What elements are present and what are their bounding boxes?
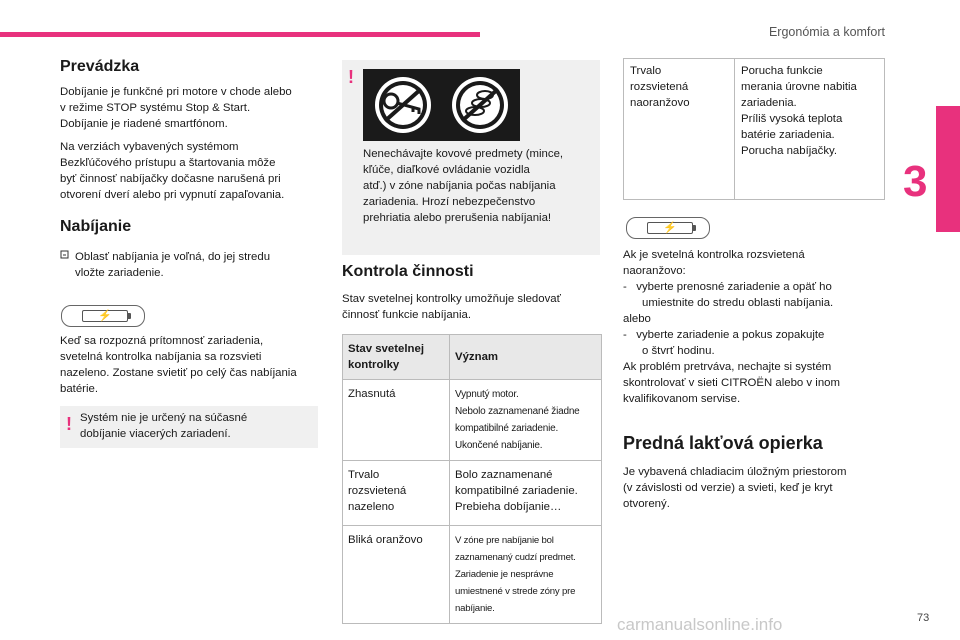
table-row [343, 380, 602, 461]
status-table-continued [623, 58, 885, 200]
paragraph-operation: Dobíjanie je funkčné pri motore v chode alebo v režime STOP systému Stop & Start. Dobíjanie je riadené smartfónom. [60, 86, 292, 130]
heading-prevadzka: Prevádzka [60, 58, 140, 75]
table-cell: Vypnutý motor. Nebolo zaznamenané žiadne kompatibilné zariadenie. Ukončené nabíjanie. [450, 380, 602, 461]
paragraph-keyless: Na verziách vybavených systémom Bezkľúčového prístupu a štartovania môže byť činnosť nabíjačky dočasne narušená pri otvorení dverí alebo pri vypnutí zapaľovania. [60, 141, 285, 201]
table-cell: Bliká oranžovo [343, 526, 450, 624]
bullet-marker [60, 250, 70, 263]
table-cell: V zóne pre nabíjanie bol zaznamenaný cudzí predmet. Zariadenie je nesprávne umiestnené v strede zóny pre nabíjanie. [450, 526, 602, 624]
warning-box-metal-objects [342, 60, 600, 255]
table-header-row [343, 335, 602, 380]
table-row [343, 526, 602, 624]
table-cell: Zhasnutá [343, 380, 450, 461]
warning-text: Nenechávajte kovové predmety (mince, kľúče, diaľkové ovládanie vozidla atď.) v zóne nabíjania počas nabíjania zariadenia. Hrozí nebezpečenstvo prehriatia alebo prerušenia nabíjania! [363, 148, 564, 224]
table-header-cell: Význam [450, 335, 602, 380]
warning-icon: ! [348, 67, 354, 87]
table-cell: Trvalo rozsvietená nazeleno [343, 461, 450, 526]
paragraph-armrest: Je vybavená chladiacim úložným priestorom (v závislosti od verzie) a svieti, keď je kryt otvorený. [623, 466, 847, 510]
forbidden-objects-image [363, 69, 520, 141]
table-cell: Porucha funkcie merania úrovne nabitia zariadenia. Príliš vysoká teplota batérie zariadenia. Porucha nabíjačky. [735, 59, 885, 200]
table-cell: Bolo zaznamenané kompatibilné zariadenie. Prebieha dobíjanie… [450, 461, 602, 526]
note-box-multiple-devices [60, 406, 318, 448]
chapter-tab [936, 106, 960, 232]
watermark: carmanualsonline.info [617, 615, 783, 634]
warning-icon: ! [66, 414, 72, 434]
heading-kontrola: Kontrola činnosti [342, 263, 474, 280]
table-row [343, 461, 602, 526]
charging-lamp-icon-orange: ⚡ [626, 217, 710, 239]
header-accent-bar [0, 32, 480, 37]
table-header-cell: Stav svetelnej kontrolky [343, 335, 450, 380]
paragraph-status: Stav svetelnej kontrolky umožňuje sledovať činnosť funkcie nabíjania. [342, 293, 561, 321]
table-row [624, 59, 885, 200]
paragraph-orange-instructions: Ak je svetelná kontrolka rozsvietená naoranžovo: - vyberte prenosné zariadenie a opäť ho umiestnite do stredu oblasti nabíjania. alebo - vyberte zariadenie a pokus zopakujte o štvrť hodinu. Ak problém pretrváva, nechajte si systém skontrolovať v sieti CITROËN alebo v inom kvalifikovanom servise. [623, 249, 840, 405]
bullet-instruction: Oblasť nabíjania je voľná, do jej stredu vložte zariadenie. [75, 251, 271, 279]
heading-opierka: Predná lakťová opierka [623, 433, 823, 453]
charging-lamp-icon-green: ⚡ [61, 305, 145, 327]
chapter-number: 3 [903, 157, 928, 206]
heading-nabijanie: Nabíjanie [60, 218, 132, 235]
table-cell: Trvalo rozsvietená naoranžovo [624, 59, 735, 200]
paragraph-detected: Keď sa rozpozná prítomnosť zariadenia, svetelná kontrolka nabíjania sa rozsvieti nazeleno. Zostane svietiť po celý čas nabíjania batérie. [60, 335, 297, 395]
note-text: Systém nie je určený na súčasné dobíjanie viacerých zariadení. [80, 412, 248, 440]
section-title: Ergonómia a komfort [768, 25, 885, 39]
page-number: 73 [917, 612, 930, 624]
no-keys-icon [363, 69, 520, 141]
status-table [342, 334, 602, 624]
